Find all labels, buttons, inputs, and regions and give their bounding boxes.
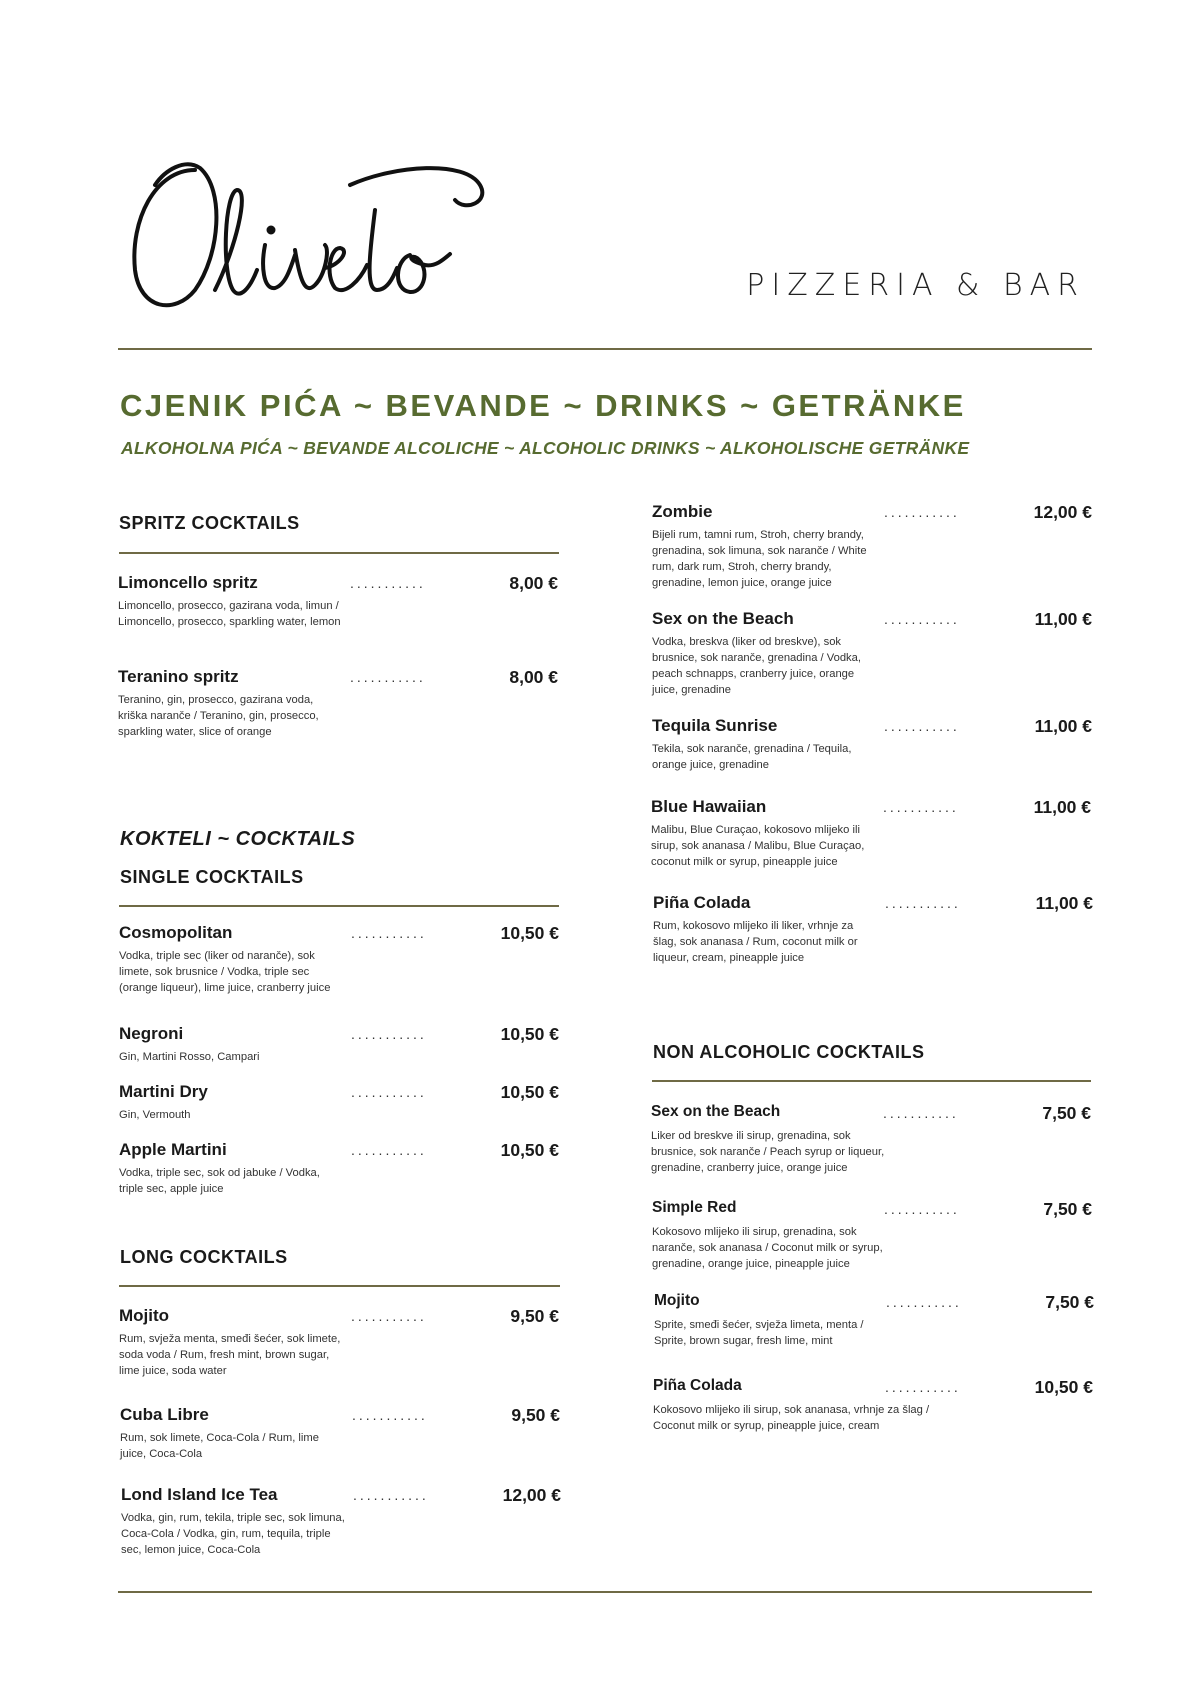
- leader-dots: ...........: [351, 1084, 427, 1100]
- item-name: Martini Dry: [119, 1082, 208, 1101]
- item-description: Vodka, breskva (liker od breskve), sok brusnice, sok naranče, grenadina / Vodka, peach schnapps, cranberry juice, orange juice, grenadine: [652, 636, 861, 696]
- menu-item: [651, 1103, 1091, 1176]
- item-name: Tequila Sunrise: [652, 716, 778, 735]
- item-name: Simple Red: [652, 1199, 737, 1216]
- item-name: Zombie: [652, 502, 713, 521]
- leader-dots: ...........: [351, 1026, 427, 1042]
- item-name: Piña Colada: [653, 893, 751, 912]
- leader-dots: ...........: [884, 504, 960, 520]
- menu-item: [652, 1199, 1092, 1272]
- item-price: 10,50 €: [500, 1024, 559, 1044]
- menu-item: [119, 1024, 559, 1065]
- section-heading-spritz: SPRITZ COCKTAILS: [119, 513, 300, 533]
- leader-dots: ...........: [884, 611, 960, 627]
- leader-dots: ...........: [884, 1201, 960, 1217]
- item-description: Vodka, triple sec (liker od naranče), sok limete, sok brusnice / Vodka, triple sec (orange liqueur), lime juice, cranberry juice: [119, 950, 331, 994]
- header-divider: [118, 348, 1092, 350]
- item-price: 11,00 €: [1034, 716, 1092, 736]
- item-name: Cuba Libre: [120, 1405, 209, 1424]
- leader-dots: ...........: [351, 1142, 427, 1158]
- brand-tagline: PIZZERIA & BAR: [746, 268, 1085, 303]
- item-description: Kokosovo mlijeko ili sirup, sok ananasa, vrhnje za šlag / Coconut milk or syrup, pineapple juice, cream: [653, 1404, 930, 1432]
- footer-divider: [118, 1591, 1092, 1593]
- menu-item: [652, 609, 1092, 698]
- item-price: 8,00 €: [509, 573, 558, 593]
- item-price: 7,50 €: [1042, 1103, 1091, 1123]
- page-title: CJENIK PIĆA ~ BEVANDE ~ DRINKS ~ GETRÄNKE: [120, 388, 966, 423]
- item-name: Lond Island Ice Tea: [121, 1485, 278, 1504]
- leader-dots: ...........: [350, 669, 426, 685]
- item-description: Tekila, sok naranče, grenadina / Tequila, orange juice, grenadine: [652, 743, 852, 771]
- section-heading-nonalcoholic: NON ALCOHOLIC COCKTAILS: [653, 1042, 925, 1062]
- oliveto-logo: [125, 150, 495, 320]
- item-description: Gin, Martini Rosso, Campari: [119, 1051, 260, 1063]
- leader-dots: ...........: [352, 1407, 428, 1423]
- item-description: Rum, svježa menta, smeđi šećer, sok limete, soda voda / Rum, fresh mint, brown sugar, lime juice, soda water: [119, 1333, 341, 1377]
- section-heading-single: SINGLE COCKTAILS: [120, 867, 304, 887]
- menu-item: [121, 1485, 561, 1558]
- leader-dots: ...........: [885, 1379, 961, 1395]
- item-name: Mojito: [119, 1306, 170, 1325]
- item-name: Mojito: [654, 1292, 700, 1309]
- page-subtitle: ALKOHOLNA PIĆA ~ BEVANDE ALCOLICHE ~ ALCOHOLIC DRINKS ~ ALKOHOLISCHE GETRÄNKE: [121, 438, 970, 458]
- item-description: Gin, Vermouth: [119, 1109, 191, 1121]
- item-description: Vodka, triple sec, sok od jabuke / Vodka, triple sec, apple juice: [119, 1167, 320, 1195]
- leader-dots: ...........: [351, 1308, 427, 1324]
- menu-item: [653, 893, 1093, 966]
- item-name: Negroni: [119, 1024, 184, 1043]
- leader-dots: ...........: [351, 925, 427, 941]
- item-name: Piña Colada: [653, 1377, 742, 1394]
- item-price: 11,00 €: [1033, 797, 1091, 817]
- item-description: Teranino, gin, prosecco, gazirana voda, kriška naranče / Teranino, gin, prosecco, sparkling water, slice of orange: [118, 694, 319, 738]
- item-description: Bijeli rum, tamni rum, Stroh, cherry brandy, grenadina, sok limuna, sok naranče / White rum, dark rum, Stroh, cherry brandy, grenadine, lemon juice, orange juice: [652, 529, 867, 589]
- item-price: 7,50 €: [1045, 1292, 1094, 1312]
- leader-dots: ...........: [883, 799, 959, 815]
- menu-item: [119, 1140, 559, 1197]
- menu-item: [652, 716, 1092, 773]
- section-divider: [119, 905, 559, 907]
- item-price: 10,50 €: [500, 923, 559, 943]
- item-price: 9,50 €: [510, 1306, 559, 1326]
- section-heading-long: LONG COCKTAILS: [120, 1247, 288, 1267]
- section-divider: [652, 1080, 1091, 1082]
- item-price: 10,50 €: [500, 1082, 559, 1102]
- item-name: Sex on the Beach: [652, 609, 794, 628]
- item-description: Rum, kokosovo mlijeko ili liker, vrhnje za šlag, sok ananasa / Rum, coconut milk or liqueur, cream, pineapple juice: [653, 920, 858, 964]
- menu-item: [654, 1292, 1094, 1349]
- leader-dots: ...........: [350, 575, 426, 591]
- item-price: 10,50 €: [500, 1140, 559, 1160]
- menu-item: [653, 1377, 1093, 1434]
- section-heading-kokteli: KOKTELI ~ COCKTAILS: [120, 828, 356, 850]
- item-price: 11,00 €: [1034, 609, 1092, 629]
- item-description: Kokosovo mlijeko ili sirup, grenadina, sok naranče, sok ananasa / Coconut milk or syrup, grenadine, orange juice, pineapple juice: [652, 1226, 883, 1270]
- item-price: 10,50 €: [1034, 1377, 1093, 1397]
- section-divider: [119, 1285, 560, 1287]
- item-price: 9,50 €: [511, 1405, 560, 1425]
- item-description: Rum, sok limete, Coca-Cola / Rum, lime juice, Coca-Cola: [120, 1432, 319, 1460]
- item-name: Teranino spritz: [118, 667, 239, 686]
- item-name: Apple Martini: [119, 1140, 227, 1159]
- item-price: 11,00 €: [1035, 893, 1093, 913]
- item-price: 8,00 €: [509, 667, 558, 687]
- item-description: Liker od breskve ili sirup, grenadina, sok brusnice, sok naranče / Peach syrup or liqueur, grenadine, cranberry juice, orange juice: [651, 1130, 885, 1174]
- menu-item: [652, 502, 1092, 591]
- section-divider: [119, 552, 559, 554]
- menu-item: [651, 797, 1091, 870]
- item-description: Sprite, smeđi šećer, svježa limeta, menta / Sprite, brown sugar, fresh lime, mint: [654, 1319, 864, 1347]
- item-price: 7,50 €: [1043, 1199, 1092, 1219]
- menu-item: [119, 1306, 559, 1379]
- item-description: Vodka, gin, rum, tekila, triple sec, sok limuna, Coca-Cola / Vodka, gin, rum, tequila, triple sec, lemon juice, Coca-Cola: [121, 1512, 345, 1556]
- menu-item: [119, 923, 559, 996]
- item-name: Sex on the Beach: [651, 1103, 781, 1120]
- leader-dots: ...........: [884, 718, 960, 734]
- item-name: Blue Hawaiian: [651, 797, 767, 816]
- item-description: Malibu, Blue Curaçao, kokosovo mlijeko ili sirup, sok ananasa / Malibu, Blue Curaçao, coconut milk or syrup, pineapple juice: [651, 824, 865, 868]
- menu-item: [118, 573, 558, 630]
- item-name: Cosmopolitan: [119, 923, 233, 942]
- item-description: Limoncello, prosecco, gazirana voda, limun / Limoncello, prosecco, sparkling water, lemon: [118, 600, 341, 628]
- item-name: Limoncello spritz: [118, 573, 258, 592]
- menu-item: [120, 1405, 560, 1462]
- menu-item: [119, 1082, 559, 1123]
- logo-script-svg: [125, 150, 495, 320]
- menu-item: [118, 667, 558, 740]
- leader-dots: ...........: [883, 1105, 959, 1121]
- leader-dots: ...........: [886, 1294, 962, 1310]
- leader-dots: ...........: [353, 1487, 429, 1503]
- item-price: 12,00 €: [1033, 502, 1092, 522]
- leader-dots: ...........: [885, 895, 961, 911]
- item-price: 12,00 €: [502, 1485, 561, 1505]
